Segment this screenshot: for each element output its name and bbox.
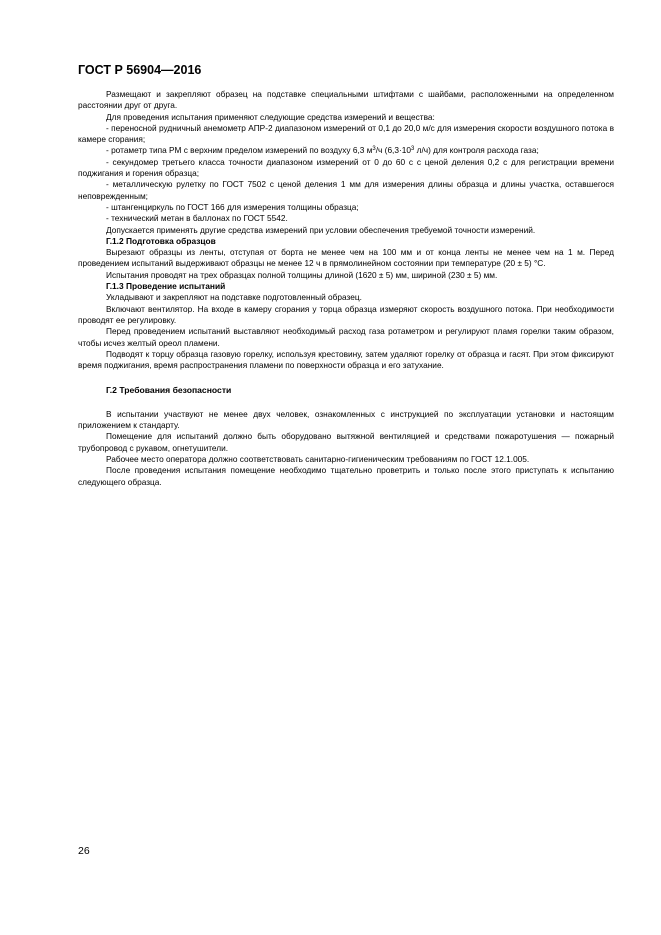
paragraph: Для проведения испытания применяют следующие средства измерений и вещества:: [106, 111, 435, 122]
list-item: - технический метан в баллонах по ГОСТ 5542.: [106, 213, 288, 224]
paragraph: Помещение для испытаний должно быть оборудовано вытяжной вентиляцией и средствами пожаротушения — пожарный трубопровод с рукавом, огнетушители.: [78, 431, 614, 453]
paragraph: После проведения испытания помещение необходимо тщательно проветрить и только после этого приступать к испытанию следующего образца.: [78, 465, 614, 487]
paragraph: Подводят к торцу образца газовую горелку, используя крестовину, затем удаляют горелку от образца и гасят. При этом фиксируют время поджигания, время распространения пламени по поверхности образца и его затухание.: [78, 348, 614, 371]
paragraph: Допускается применять другие средства измерений при условии обеспечения требуемой точности измерений.: [106, 224, 536, 235]
superscript: 3: [410, 146, 415, 153]
section-heading-g2: Г.2 Требования безопасности: [106, 385, 232, 396]
text-run: л/ч) для контроля расхода газа;: [414, 145, 539, 156]
section-heading-g13: Г.1.3 Проведение испытаний: [106, 281, 226, 292]
list-item: - штангенциркуль по ГОСТ 166 для измерения толщины образца;: [106, 201, 359, 212]
text-run: /ч (6,3·10: [375, 145, 411, 156]
paragraph: В испытании участвуют не менее двух человек, ознакомленных с инструкцией по эксплуатации установки и настоящим приложением к стандарту.: [78, 408, 614, 431]
text-run: - ротаметр типа РМ с верхним пределом измерений по воздуху 6,3 м: [106, 145, 373, 156]
paragraph: Размещают и закрепляют образец на подставке специальными штифтами с шайбами, расположенными на определенном расстоянии друг от друга.: [78, 89, 614, 111]
paragraph: Рабочее место оператора должно соответствовать санитарно-гигиеническим требованиям по ГОСТ 12.1.005.: [106, 453, 530, 464]
superscript: 3: [372, 146, 376, 153]
document-header: ГОСТ Р 56904—2016: [78, 63, 202, 77]
list-item: - секундомер третьего класса точности диапазоном измерений от 0 до 60 с с ценой деления 0,2 с для регистрации времени поджигания и горения образца;: [78, 156, 614, 179]
list-item: - металлическую рулетку по ГОСТ 7502 с ценой деления 1 мм для измерения длины образца и длины участка, оставшегося неповрежденным;: [78, 179, 614, 201]
paragraph: Испытания проводят на трех образцах полной толщины длиной (1620 ± 5) мм, шириной (230 ± 5) мм.: [106, 269, 498, 280]
page-number: 26: [78, 845, 90, 857]
list-item: [78, 145, 614, 156]
paragraph: Включают вентилятор. На входе в камеру сгорания у торца образца измеряют скорость воздушного потока. При необходимости проводят ее регулировку.: [78, 303, 614, 325]
list-item: - переносной рудничный анемометр АПР-2 диапазоном измерений от 0,1 до 20,0 м/с для измерения скорости воздушного потока в камере сгорания;: [78, 122, 614, 145]
document-body: [78, 89, 614, 488]
section-heading-g12: Г.1.2 Подготовка образцов: [106, 235, 216, 246]
paragraph: Укладывают и закрепляют на подставке подготовленный образец.: [106, 292, 362, 303]
paragraph: Вырезают образцы из ленты, отступая от борта не менее чем на 100 мм и от конца ленты не менее чем на 1 м. Перед проведением испытаний выдерживают образцы не менее 12 ч в прямолинейном состоянии при температуре (20 ± 5) °С.: [78, 247, 614, 269]
paragraph: Перед проведением испытаний выставляют необходимый расход газа ротаметром и регулируют пламя горелки таким образом, чтобы исчез желтый ореол пламени.: [78, 326, 614, 348]
